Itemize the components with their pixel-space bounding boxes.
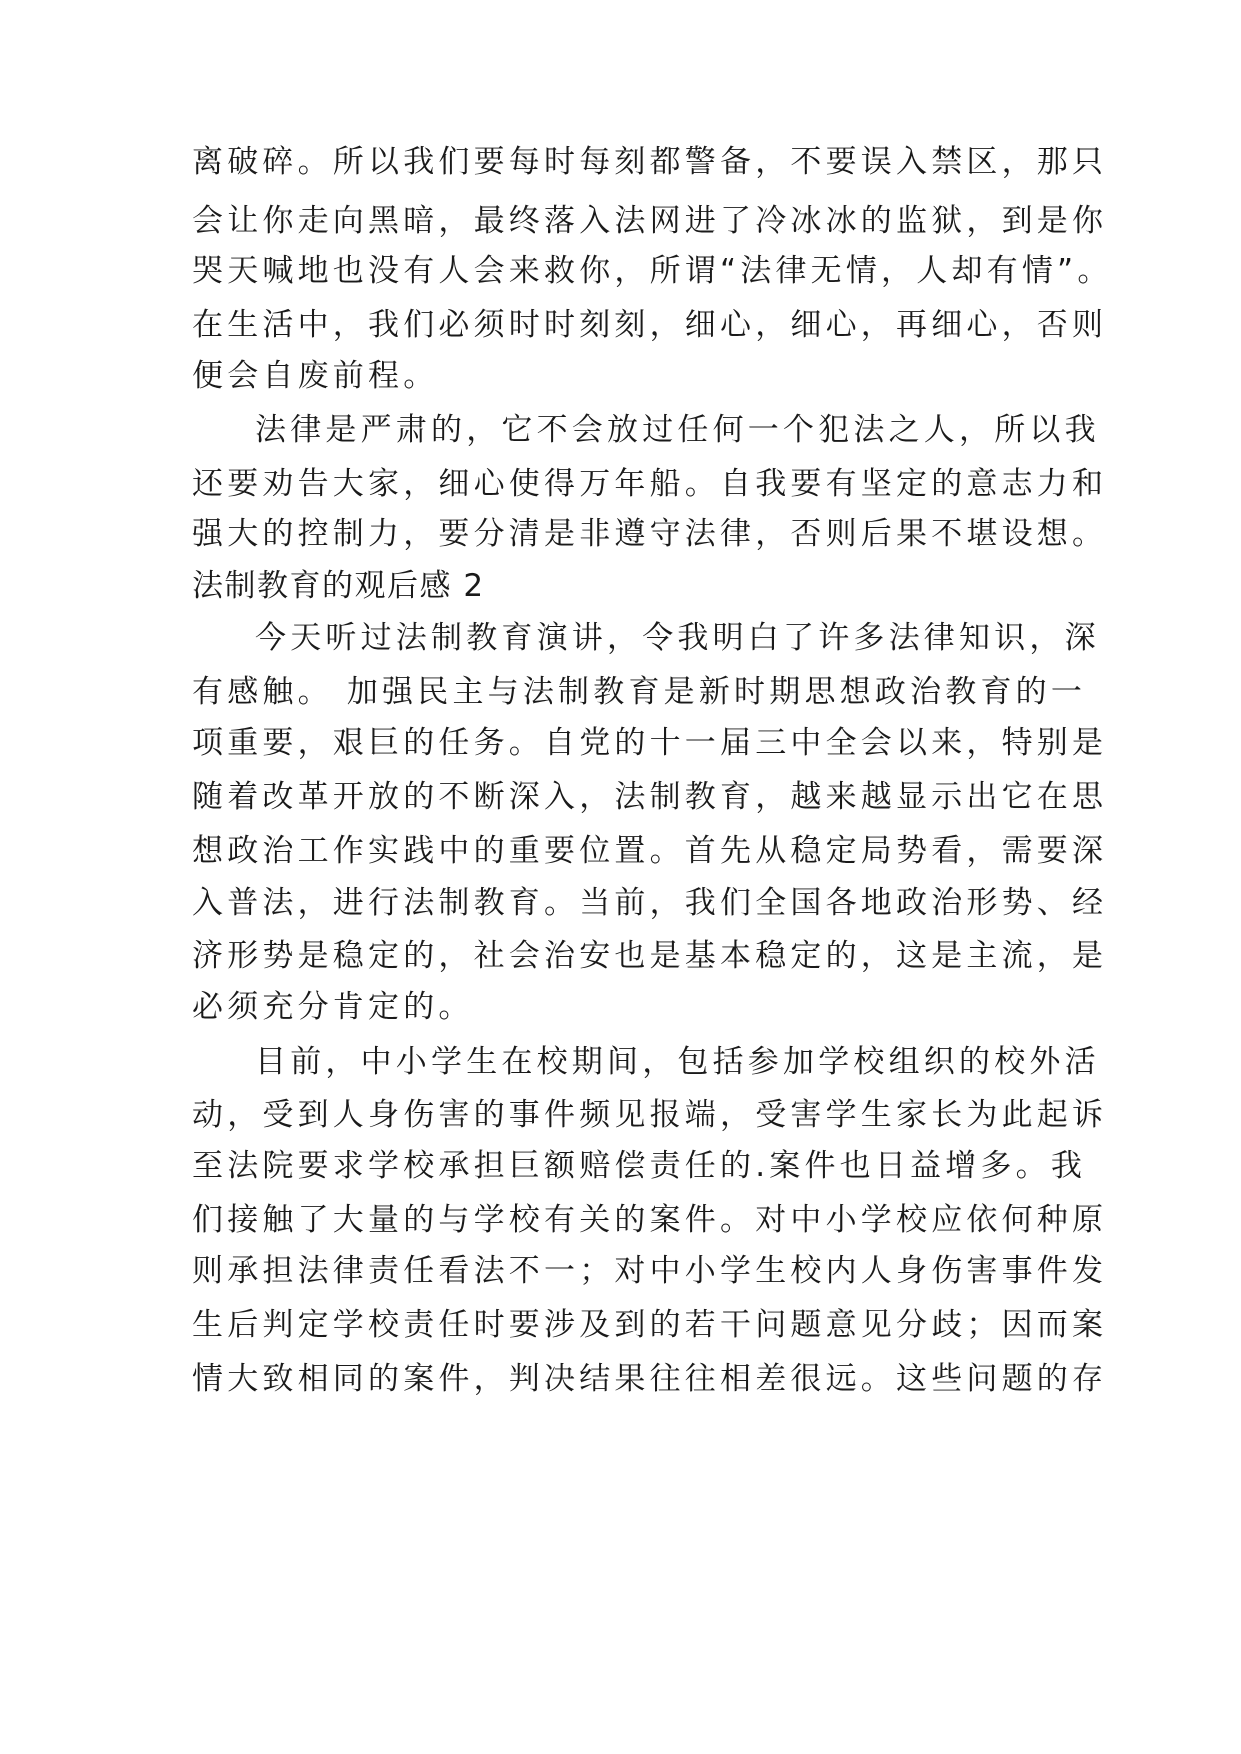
text-line-11: 有感触。 加强民主与法制教育是新时期思想政治教育的一 [192, 674, 1087, 710]
text-line-14: 想政治工作实践中的重要位置。首先从稳定局势看，需要深 [192, 833, 1108, 869]
paragraph-first-line: 今天听过法制教育演讲，令我明白了许多法律知识，深 [255, 620, 1100, 656]
text-line-24: 情大致相同的案件，判决结果往往相差很远。这些问题的存 [192, 1361, 1108, 1397]
text-line-23: 生后判定学校责任时要涉及到的若干问题意见分歧；因而案 [192, 1307, 1108, 1343]
text-line-15: 入普法，进行法制教育。当前，我们全国各地政治形势、经 [192, 885, 1108, 921]
paragraph-first-line: 法律是严肃的，它不会放过任何一个犯法之人，所以我 [255, 412, 1100, 448]
text-line-13: 随着改革开放的不断深入，法制教育，越来越显示出它在思 [192, 779, 1108, 815]
text-line-22: 则承担法律责任看法不一；对中小学生校内人身伤害事件发 [192, 1253, 1108, 1289]
section-heading: 法制教育的观后感 2 [192, 568, 485, 604]
paragraph-first-line: 目前，中小学生在校期间，包括参加学校组织的校外活 [255, 1044, 1100, 1080]
text-line-20: 至法院要求学校承担巨额赔偿责任的.案件也日益增多。我 [192, 1148, 1087, 1184]
text-line-3: 哭天喊地也没有人会来救你，所谓“法律无情，人却有情”。 [192, 253, 1113, 289]
text-line-4: 在生活中，我们必须时时刻刻，细心，细心，再细心，否则 [192, 307, 1108, 343]
text-line-19: 动，受到人身伤害的事件频见报端，受害学生家长为此起诉 [192, 1097, 1108, 1133]
text-line-17: 必须充分肯定的。 [192, 989, 474, 1025]
text-line-2: 会让你走向黑暗，最终落入法网进了冷冰冰的监狱，到是你 [192, 203, 1108, 239]
text-line-8: 强大的控制力，要分清是非遵守法律，否则后果不堪设想。 [192, 516, 1108, 552]
text-line-16: 济形势是稳定的，社会治安也是基本稳定的，这是主流，是 [192, 938, 1108, 974]
text-line-7: 还要劝告大家，细心使得万年船。自我要有坚定的意志力和 [192, 466, 1108, 502]
text-line-5: 便会自废前程。 [192, 358, 439, 394]
text-line-1: 离破碎。所以我们要每时每刻都警备，不要误入禁区，那只 [192, 144, 1108, 180]
text-line-21: 们接触了大量的与学校有关的案件。对中小学校应依何种原 [192, 1202, 1108, 1238]
text-line-12: 项重要，艰巨的任务。自党的十一届三中全会以来，特别是 [192, 725, 1108, 761]
